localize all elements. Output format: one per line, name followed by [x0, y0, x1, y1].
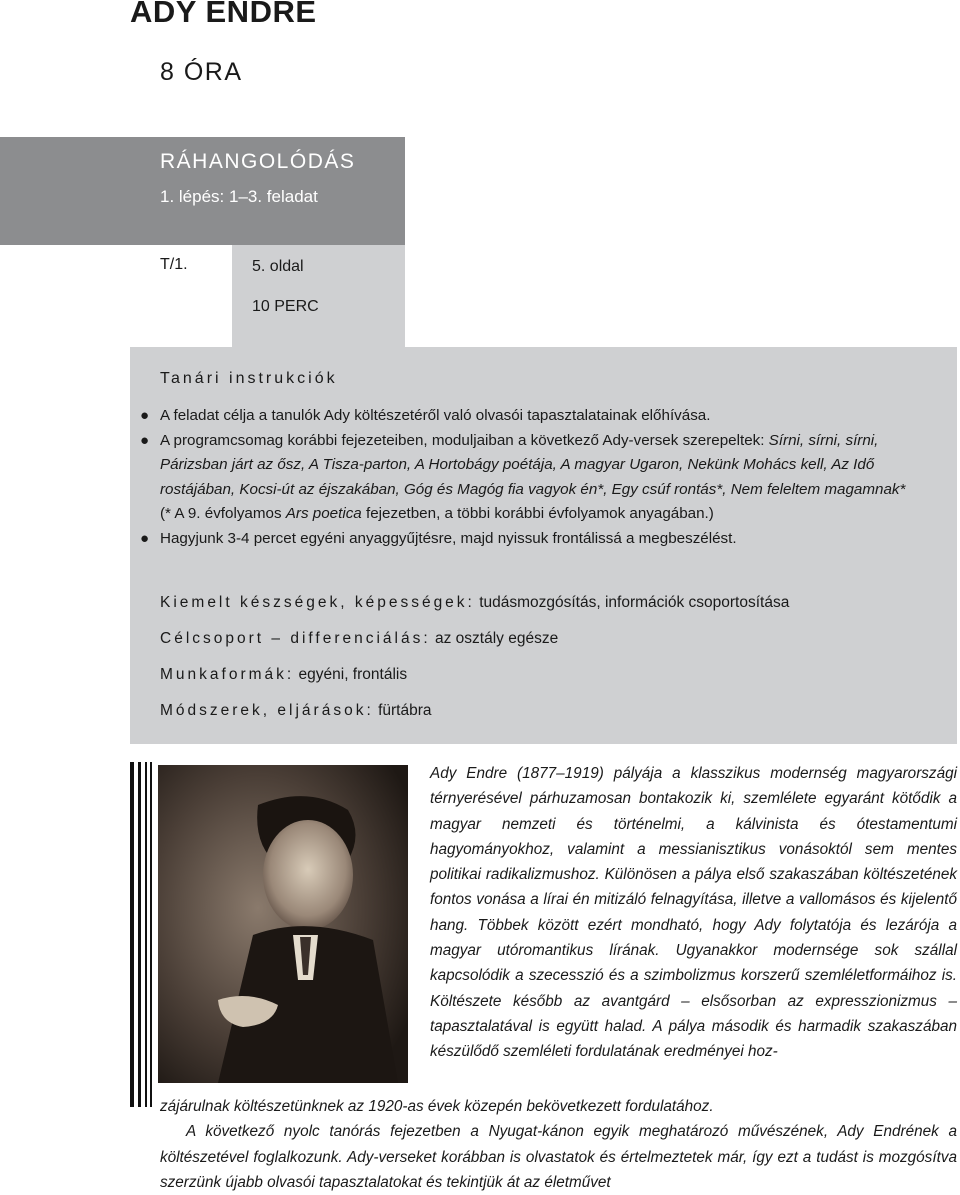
lesson-hours: 8 ÓRA [160, 58, 243, 86]
field-skills [160, 594, 789, 612]
field-value: fürtábra [378, 702, 432, 719]
field-methods [160, 702, 432, 720]
field-label: Módszerek, eljárások: [160, 702, 374, 719]
intro-paragraph: Ady Endre (1877–1919) pályája a klasszikus modernség magyarországi térnyerésével párhuzamosan bontakozik ki, szemlélete egyaránt kötődik a magyar nemzeti és történelmi, a kálvinista és ótestamentumi hagyományokhoz, valamint a messianisztikus vonásoktól sem mentes politikai radikalizmushoz. Különösen a pálya első szakaszában költészetének fontos vonása a lírai én mitizáló felnagyítása, illetve a vallomásos és kijelentő hang. Többek között ezért mondható, hogy Ady folytatója és lezárója a magyar utóromantikus lírának. Ugyanakkor modernsége sok szállal kapcsolódik a szecesszió és a szimbolizmus korszerű szemléletformáihoz is. Költészete később az avantgárd – elsősorban az expresszionizmus – tapasztalatával is együtt halad. A pálya második és harmadik szakaszában készülődő szemléleti fordulatának eredményei hoz- [430, 765, 957, 1061]
section-heading: RÁHANGOLÓDÁS [160, 150, 356, 173]
list-item [140, 429, 940, 527]
page-time-box [232, 245, 405, 348]
bullet-icon: ● [140, 529, 150, 547]
bullet-text: A feladat célja a tanulók Ady költészetéről való olvasói tapasztalatainak előhívása. [160, 407, 711, 424]
list-item [140, 527, 940, 552]
page-title: ADY ENDRE [130, 0, 317, 29]
instructions-heading: Tanári instrukciók [160, 370, 338, 387]
note-text: (* A 9. évfolyamos [160, 505, 286, 522]
list-item [140, 404, 940, 429]
body-text [160, 1094, 957, 1195]
field-label: Munkaformák: [160, 666, 295, 683]
paragraph-continuation: zájárulnak költészetünknek az 1920-as évek közepén bekövetkezett fordulatához. [160, 1098, 714, 1115]
field-value: tudásmozgósítás, információk csoportosítása [479, 594, 790, 611]
field-label: Kiemelt készségek, képességek: [160, 594, 475, 611]
time-duration: 10 PERC [252, 298, 319, 315]
bullet-text: Hagyjunk 3-4 percet egyéni anyaggyűjtésre, majd nyissuk frontálissá a megbeszélést. [160, 529, 737, 547]
poem-list: Sírni, sírni, sírni, Párizsban járt az ősz, A Tisza-parton, A Hortobágy poétája, A magyar Ugaron, Nekünk Mohács kell, Az Idő rostájában, Kocsi-út az éjszakában, Góg és Magóg fia vagyok én*, Egy csúf rontás*, Nem feleltem magamnak* [160, 431, 906, 498]
instructions-box [130, 347, 957, 744]
bullet-icon: ● [140, 407, 150, 424]
note-title: Ars poetica [285, 505, 362, 522]
bullet-icon: ● [140, 431, 150, 449]
page-reference: 5. oldal [252, 258, 304, 275]
portrait-photo [158, 765, 408, 1083]
note-text-end: fejezetben, a többi korábbi évfolyamok anyagában.) [361, 505, 714, 522]
task-code: T/1. [160, 256, 188, 273]
instruction-list [140, 404, 940, 551]
field-value: az osztály egésze [435, 630, 559, 647]
section-header-box [0, 137, 405, 245]
field-work-forms [160, 666, 407, 684]
field-label: Célcsoport – differenciálás: [160, 630, 431, 647]
field-value: egyéni, frontális [298, 666, 408, 683]
section-step: 1. lépés: 1–3. feladat [160, 187, 318, 206]
field-target-group [160, 630, 558, 648]
bullet-text: A programcsomag korábbi fejezeteiben, moduljaiban a következő Ady-versek szerepeltek: [160, 431, 769, 449]
paragraph-2: A következő nyolc tanórás fejezetben a Nyugat-kánon egyik meghatározó művészének, Ady Endrének a költészetével foglalkozunk. Ady-verseket korábban is olvastatok és értelmeztetek már, így ezt a tudást is mozgósítva szerzünk újabb olvasói tapasztalatokat és tekintjük át az életművet [160, 1123, 957, 1191]
